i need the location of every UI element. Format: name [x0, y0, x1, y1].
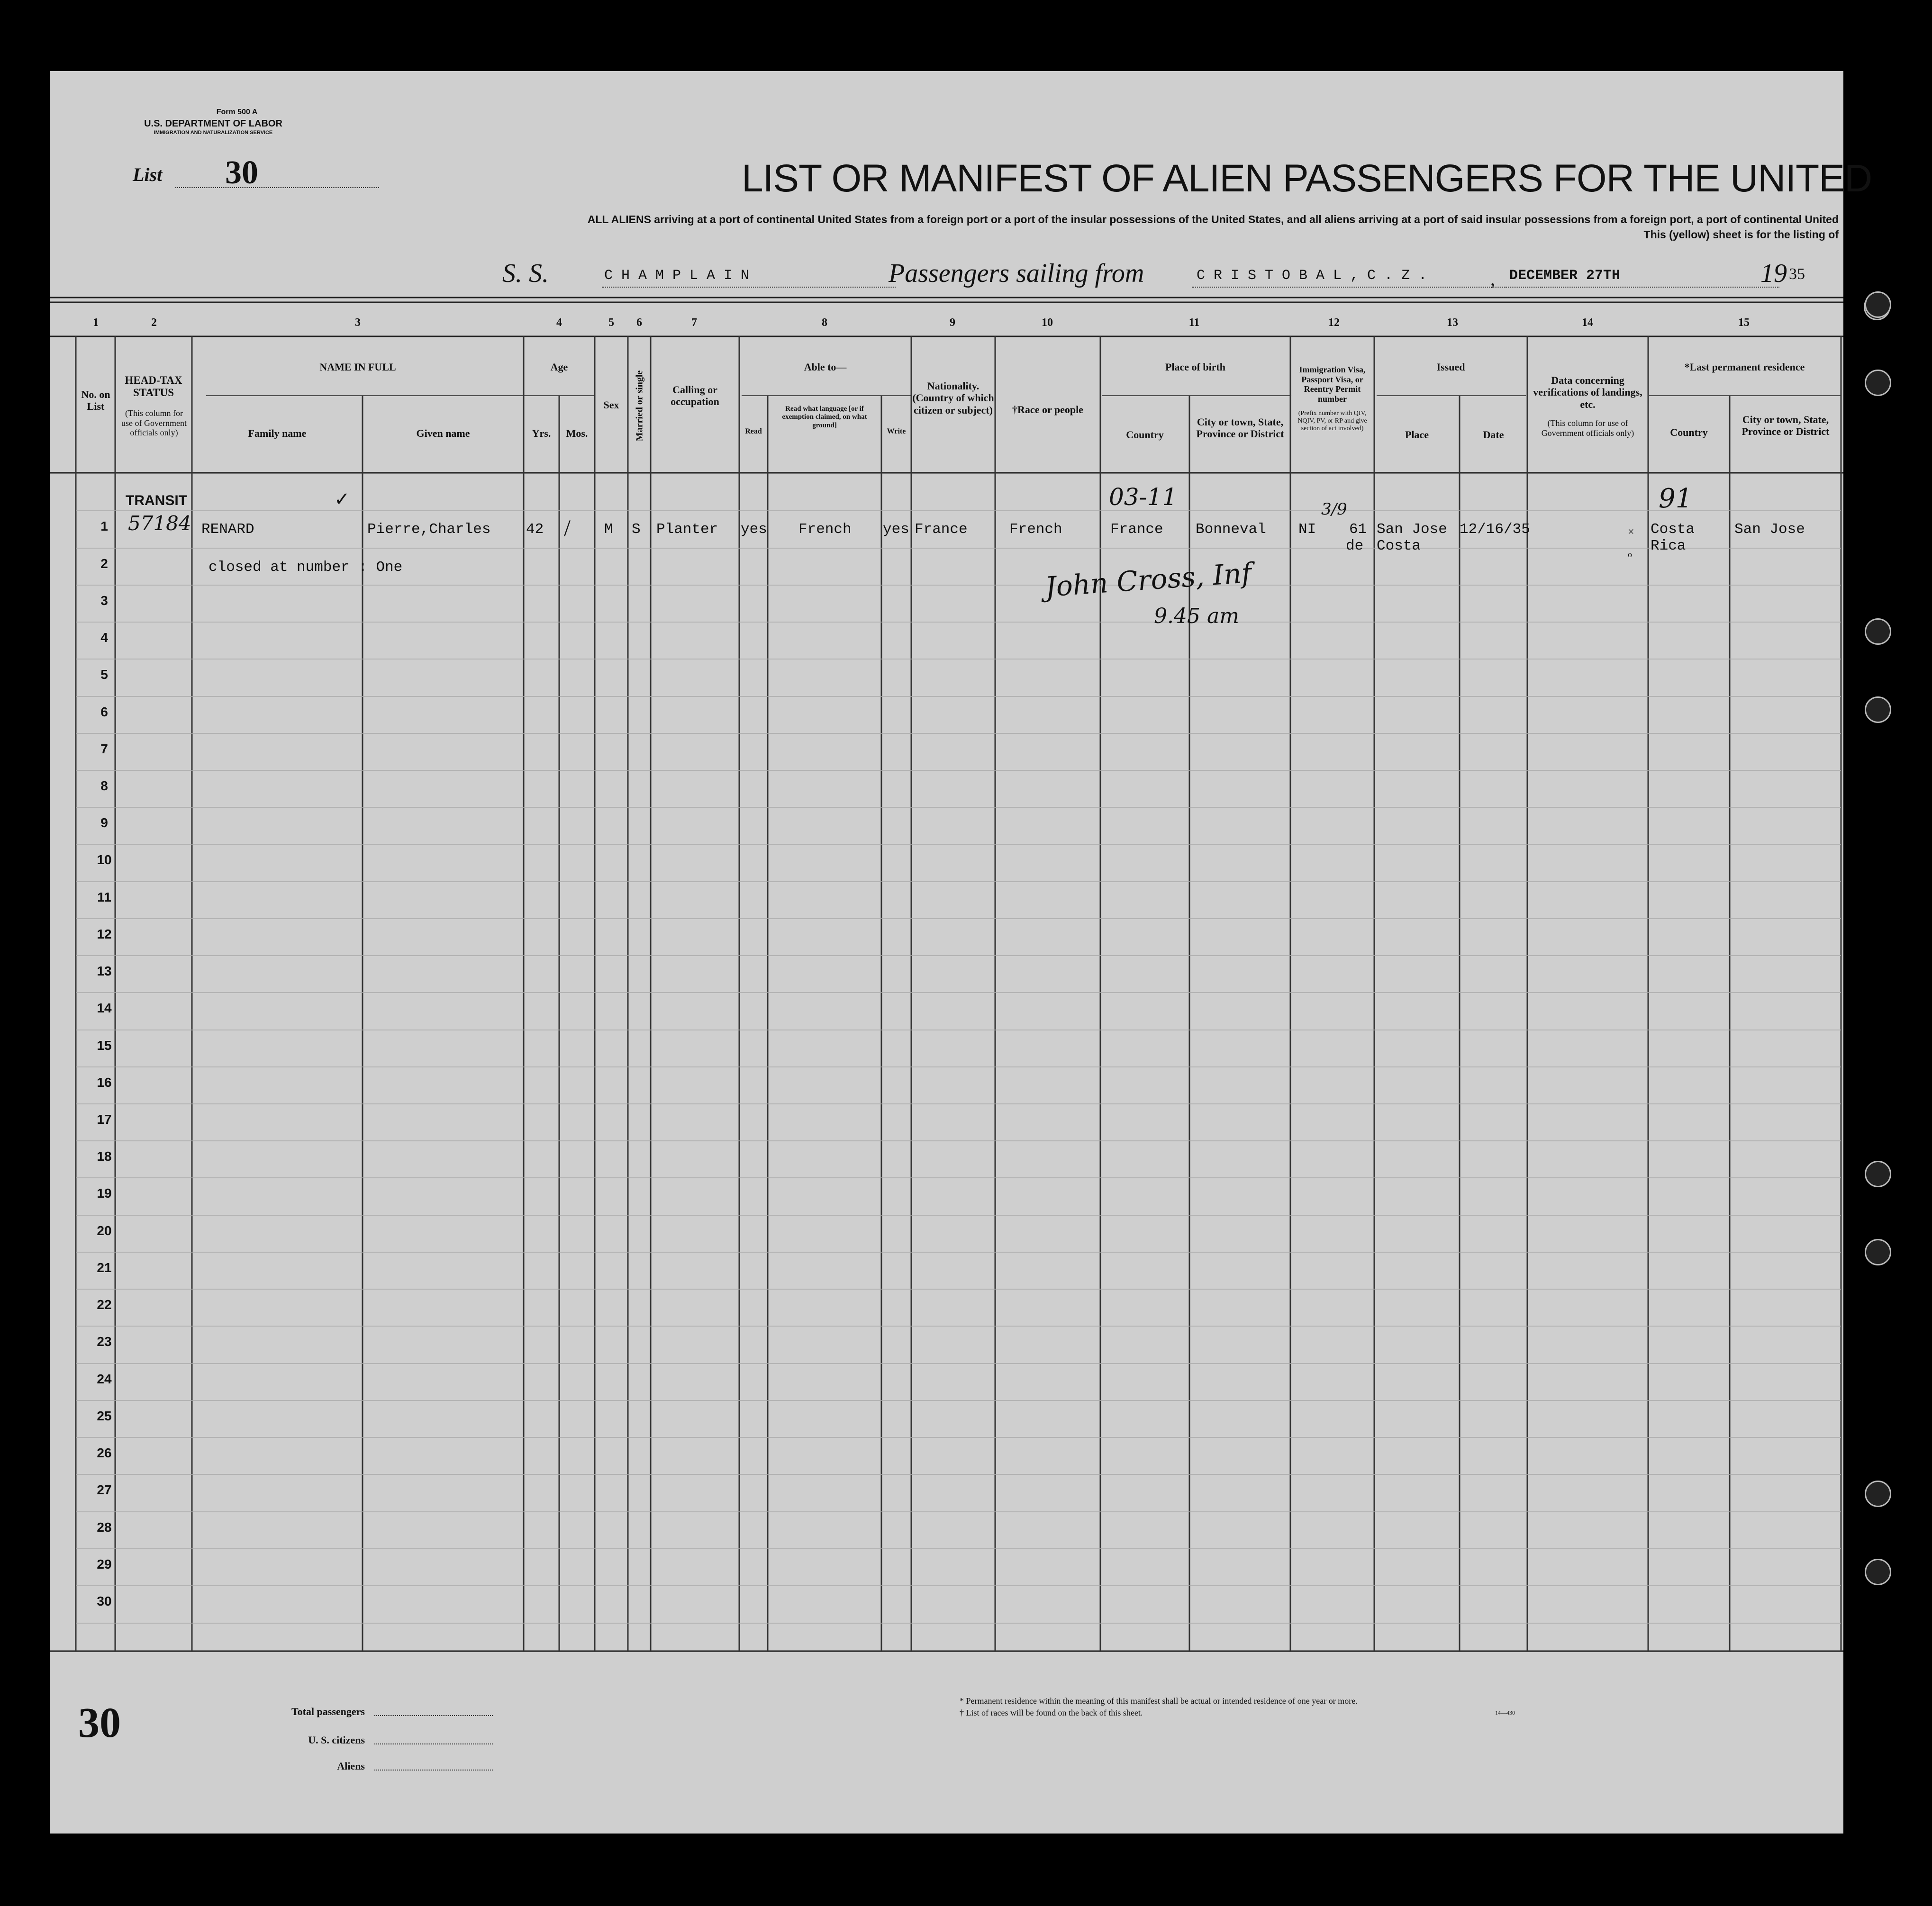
row-number: 29 [97, 1557, 112, 1572]
mark-o: o [1628, 550, 1632, 559]
header-calling: Calling or occupation [671, 384, 719, 408]
header-nationality: Nationality. (Country of which citizen or subject) [912, 380, 994, 416]
binder-hole [1865, 1559, 1891, 1585]
header-read: Read [745, 427, 762, 435]
row-number: 30 [97, 1594, 112, 1608]
list-number: 30 [225, 154, 258, 191]
sex: M [604, 521, 613, 538]
row-number: 10 [97, 852, 112, 867]
year-suffix: 35 [1789, 265, 1805, 283]
row-number: 12 [97, 927, 112, 941]
row-number: 16 [97, 1075, 112, 1090]
handwritten-note-2: 9.45 am [1154, 604, 1239, 628]
col-number: 4 [556, 316, 562, 329]
race: French [1009, 521, 1062, 538]
col-number: 11 [1188, 316, 1200, 329]
col-number: 8 [822, 316, 827, 329]
row-number: 6 [100, 705, 108, 719]
header-married: Married or single [634, 370, 645, 442]
row-number: 5 [100, 667, 108, 682]
row-number: 28 [97, 1520, 112, 1535]
issued-place-line-2: Costa [1377, 538, 1421, 554]
row-number: 26 [97, 1445, 112, 1460]
subtitle-line-1: ALL ALIENS arriving at a port of continental United States from a foreign port or a port of the insular possessions of the United States, and all aliens arriving at a port of said insular possessions from a foreign port, a port of continental United [587, 213, 1839, 226]
visa-number: 61 [1349, 521, 1367, 538]
visa-annotation: 3/9 [1321, 500, 1347, 519]
header-read-lang: Read what language [or if exemption claimed, on what ground] [782, 405, 867, 429]
port-name: C R I S T O B A L , C . Z . [1197, 268, 1427, 284]
header-race: †Race or people [1012, 404, 1083, 416]
row-number: 8 [100, 778, 108, 793]
header-city: City or town, State, Province or District [1196, 416, 1284, 440]
list-label: List [133, 164, 163, 185]
header-visa: Immigration Visa, Passport Visa, or Reentry Permit number [1299, 365, 1366, 404]
col-number: 13 [1447, 316, 1458, 329]
closed-note: closed at number : One [209, 559, 403, 576]
binder-hole [1865, 696, 1891, 723]
col-number: 7 [691, 316, 697, 329]
row-number: 23 [97, 1334, 112, 1349]
department: U.S. DEPARTMENT OF LABOR [144, 118, 282, 129]
footnote-1: * Permanent residence within the meaning of this manifest shall be actual or intended residence of one year or more. [960, 1696, 1358, 1706]
residence-annotation: 91 [1659, 483, 1693, 514]
service: IMMIGRATION AND NATURALIZATION SERVICE [154, 130, 273, 135]
row-number: 2 [100, 556, 108, 571]
header-mos: Mos. [566, 427, 588, 439]
binder-hole [1865, 618, 1891, 645]
residence-country-line-2: Rica [1651, 538, 1686, 554]
header-country: Country [1126, 429, 1164, 441]
header-yrs: Yrs. [532, 427, 551, 439]
binder-hole [1865, 1239, 1891, 1265]
header-landing: Data concerning verifications of landings, etc. [1533, 374, 1642, 410]
ss-label: S. S. [502, 259, 549, 288]
header-place-of-birth: Place of birth [1165, 361, 1226, 373]
col-number: 9 [950, 316, 955, 329]
row-number: 4 [100, 630, 108, 645]
age-months-dash: / [564, 515, 571, 541]
handwritten-note-1: John Cross, Inf [1044, 556, 1253, 604]
header-place: Place [1405, 429, 1429, 441]
col-number: 10 [1042, 316, 1053, 329]
table-grid [50, 71, 1843, 1834]
binder-hole [1865, 370, 1891, 396]
row-number: 9 [100, 815, 108, 830]
write-value: yes [883, 521, 909, 538]
subtitle-line-2: This (yellow) sheet is for the listing of [1643, 228, 1839, 241]
col-number: 3 [355, 316, 361, 329]
occupation: Planter [656, 521, 718, 538]
header-name-in-full: NAME IN FULL [319, 361, 396, 373]
ship-name: C H A M P L A I N [604, 268, 750, 284]
nationality: France [915, 521, 968, 538]
row-number: 22 [97, 1297, 112, 1312]
manifest-sheet: Form 500 A U.S. DEPARTMENT OF LABOR IMMIGRATION AND NATURALIZATION SERVICE List 30 LIST OR MANIFEST OF ALIEN PASSENGERS FOR THE UNITED ALL ALIENS arriving at a port of continental United States from a foreign port or a port of the insular possessions of the United States, and all aliens arriving at a port of said insular possessions from a foreign port, a port of continental United This (yellow) sheet is for the listing of S. S. C H A M P L A I N Passengers sailing from C R I S T O B A L , C . Z . , DECEMBER 27TH 19 35 1 2 3 4 5 6 7 8 9 10 11 12 13 14 15 No. on List HEAD-TAX STATUS (This column for use of Government officials only) NAME IN FULL Family name Given name Age Yrs. Mos. Sex Married or single Calling or occupation Able to— Read Read what language [or if exemption claimed, on what ground] Write Nationality. (Country of which citizen or subject) †Race or people Place of birth Country City or town, State, Province or District Immigration Visa, Passport Visa, or Reentry Permit number (Prefix number with QIV, NQIV, PV, or RP and give section of act involved) Issued Place Date Data concerning verifications of landings, etc. (This column for use of Government officials only) *Last permanent residence Country City or town, State, Province or District 1 2 3 4 5 6 7 8 9 10 11 12 13 14 15 16 17 18 19 20 21 22 23 24 25 26 27 28 29 30 TRANSIT 57184 ✓ RENARD Pierre,Charles 42 / M S Planter yes French yes France French 03-11 France Bonneval NI 3/9 61 de San Jose Costa 12/16/35 × o 91 Costa Rica San Jose closed at number : One John Cross, Inf 9.45 am 30 Total passengers U. S. citizens Aliens * Permanent residence within the meaning of this manifest shall be actual or intended residence of one year or more. † List of races will be found on the back of this sheet. 14—430 [50, 71, 1843, 1834]
sailing-label: Passengers sailing from [889, 259, 1144, 288]
row-number: 18 [97, 1149, 112, 1164]
header-last-residence: *Last permanent residence [1684, 361, 1805, 373]
header-family-name: Family name [248, 427, 307, 439]
read-value: yes [741, 521, 767, 538]
header-date: Date [1483, 429, 1504, 441]
row-number: 24 [97, 1372, 112, 1386]
issued-date: 12/16/35 [1460, 521, 1530, 538]
page-title: LIST OR MANIFEST OF ALIEN PASSENGERS FOR THE UNITED [742, 157, 1872, 200]
mark-x: × [1628, 526, 1634, 538]
residence-city: San Jose [1734, 521, 1805, 538]
header-given-name: Given name [416, 427, 470, 439]
row-number: 20 [97, 1223, 112, 1238]
aliens-label: Aliens [337, 1760, 365, 1772]
residence-country: Costa [1651, 521, 1695, 538]
year-prefix: 19 [1760, 259, 1787, 288]
check-mark: ✓ [334, 488, 350, 510]
header-no-on-list: No. on List [81, 388, 110, 413]
row-number: 17 [97, 1112, 112, 1127]
row-number: 1 [100, 519, 108, 533]
binder-hole [1865, 291, 1891, 318]
header-head-tax: HEAD-TAX STATUS [125, 374, 182, 399]
col-number: 15 [1738, 316, 1750, 329]
sailing-date: DECEMBER 27TH [1509, 268, 1621, 284]
family-name: RENARD [201, 521, 254, 538]
birth-country-annotation: 03-11 [1109, 483, 1178, 511]
row-number: 25 [97, 1409, 112, 1423]
header-write: Write [887, 427, 906, 435]
col-number: 14 [1582, 316, 1593, 329]
birth-country: France [1110, 521, 1163, 538]
row-number: 19 [97, 1186, 112, 1201]
col-number: 6 [636, 316, 642, 329]
header-issued: Issued [1436, 361, 1465, 373]
header-sex: Sex [603, 399, 619, 411]
col-number: 5 [608, 316, 614, 329]
row-number: 27 [97, 1482, 112, 1497]
footnote-2: † List of races will be found on the back of this sheet. [960, 1708, 1143, 1717]
col-number: 12 [1328, 316, 1340, 329]
header-able-to: Able to— [804, 361, 847, 373]
header-res-city: City or town, State, Province or District [1742, 414, 1830, 438]
total-passengers-label: Total passengers [291, 1706, 365, 1717]
binder-hole [1865, 1481, 1891, 1507]
header-age: Age [550, 361, 568, 373]
header-landing-note: (This column for use of Government officials only) [1541, 418, 1634, 438]
header-res-country: Country [1670, 426, 1708, 438]
row-number: 14 [97, 1001, 112, 1015]
issued-place: San Jose [1377, 521, 1447, 538]
visa-line-2: de [1346, 538, 1364, 554]
language: French [798, 521, 852, 538]
row-number: 3 [100, 593, 108, 608]
row-number: 21 [97, 1260, 112, 1275]
col-number: 2 [151, 316, 157, 329]
binder-hole [1865, 1161, 1891, 1187]
age-years: 42 [526, 521, 544, 538]
col-number: 1 [93, 316, 99, 329]
head-tax-number: 57184 [128, 512, 191, 535]
given-name: Pierre,Charles [367, 521, 491, 538]
transit-stamp: TRANSIT [126, 493, 187, 508]
row-number: 13 [97, 964, 112, 978]
row-number: 15 [97, 1038, 112, 1053]
form-number: Form 500 A [216, 108, 258, 116]
row-number: 7 [100, 741, 108, 756]
footer-form-code: 14—430 [1495, 1709, 1515, 1716]
footer-big-number: 30 [78, 1699, 121, 1746]
header-head-tax-note: (This column for use of Government officials only) [121, 408, 187, 438]
header-visa-note: (Prefix number with QIV, NQIV, PV, or RP and give section of act involved) [1297, 410, 1367, 433]
visa-prefix: NI [1298, 521, 1316, 538]
birth-city: Bonneval [1196, 521, 1266, 538]
us-citizens-label: U. S. citizens [308, 1734, 365, 1746]
marital-status: S [632, 521, 641, 538]
row-number: 11 [97, 890, 111, 904]
